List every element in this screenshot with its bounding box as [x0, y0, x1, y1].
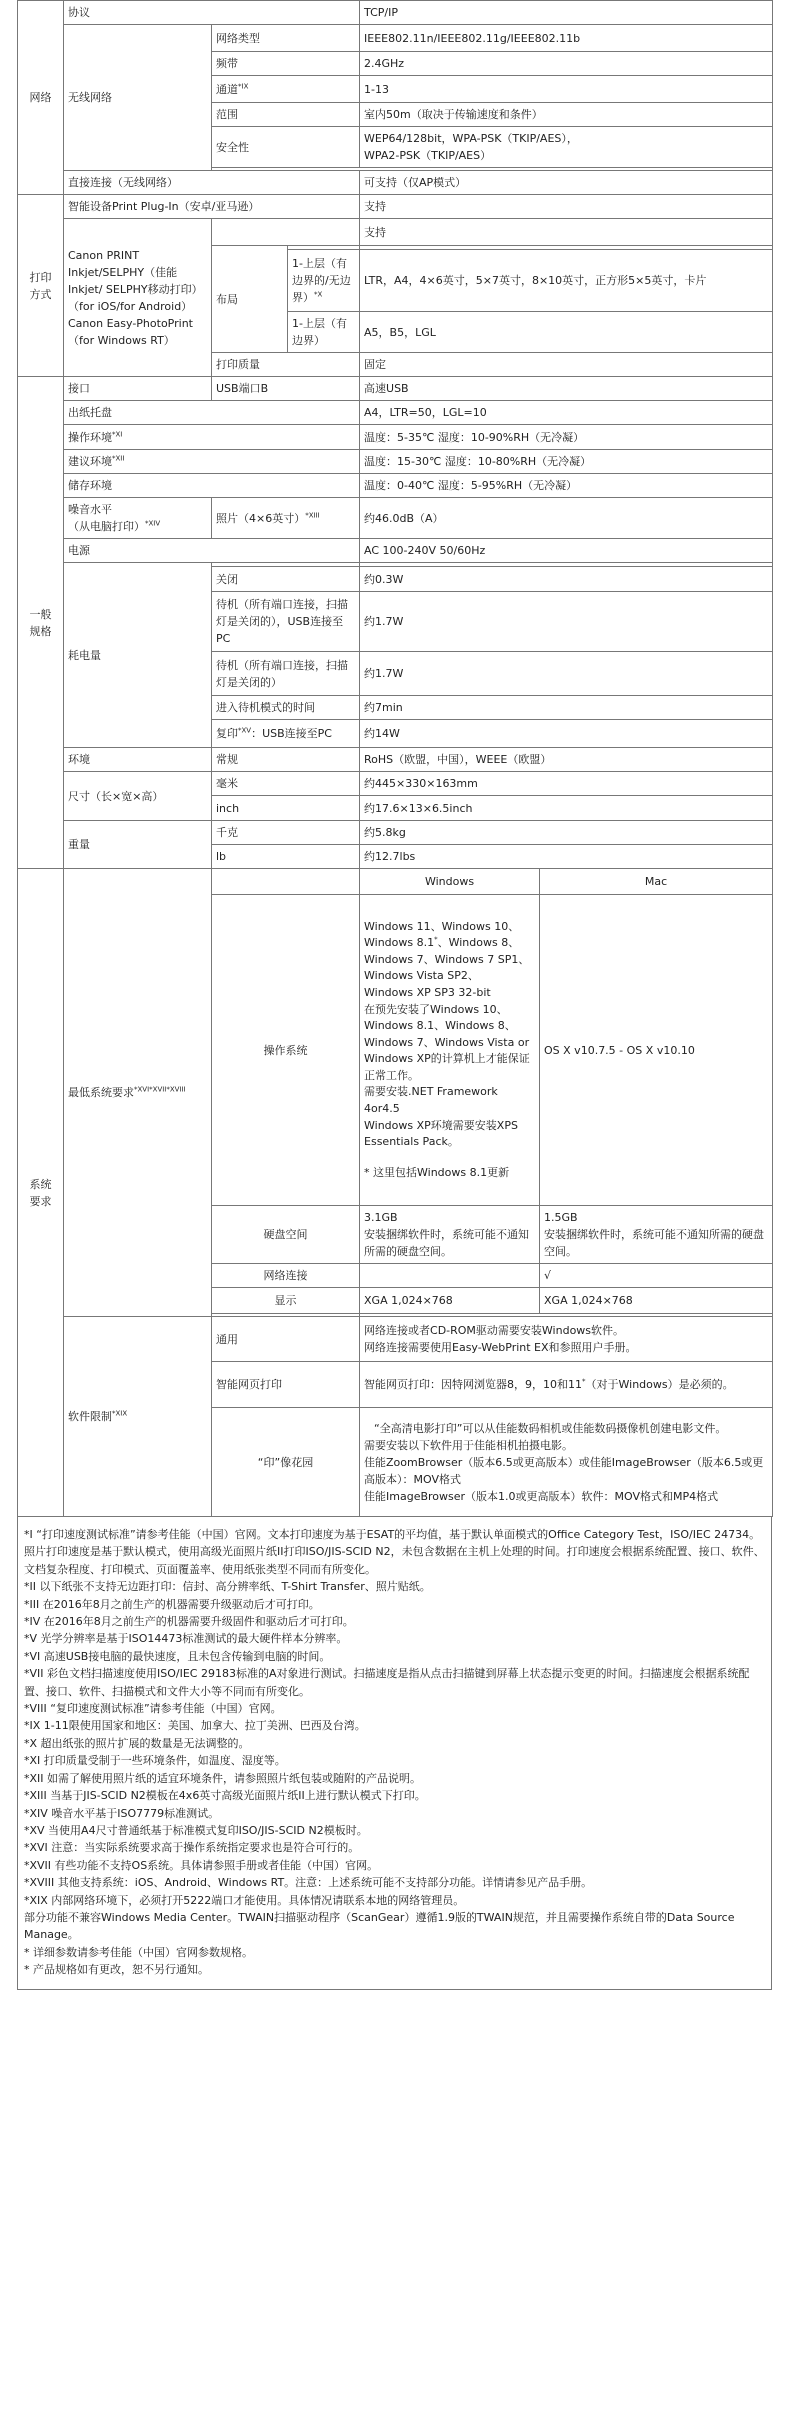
row-value: “全高清电影打印”可以从佳能数码相机或佳能数码摄像机创建电影文件。 需要安装以下软件用于佳能相机拍摄电影。 佳能ZoomBrowser（版本6.5或更高版本）或佳能ImageBrowser（版本6.5或更高版本）：MOV格式 佳能ImageBrowser（版本1.0或更高版本）软件：MOV格式和MP4格式: [360, 1408, 773, 1517]
sub-label: 布局: [212, 246, 288, 353]
table-row: [18, 821, 773, 845]
sub-label: 关闭: [212, 567, 360, 592]
footnote: *XI 打印质量受制于一些环境条件，如温度、湿度等。: [24, 1754, 286, 1768]
table-row: [18, 539, 773, 563]
row-label: 重量: [64, 821, 212, 869]
footnote: *IX 1-11限使用国家和地区：美国、加拿大、拉丁美洲、巴西及台湾。: [24, 1719, 366, 1733]
table-row: [18, 219, 773, 246]
sub-label: 通道$^{*IX}$: [212, 76, 360, 103]
footnote: *VI 高速USB接电脑的最快速度，且未包含传输到电脑的时间。: [24, 1649, 331, 1663]
row-label: 接口: [64, 377, 212, 401]
row-value: 1-13: [360, 76, 773, 103]
table-row: [18, 401, 773, 425]
sub-label: 频带: [212, 52, 360, 76]
table-row: [18, 498, 773, 539]
col-mac: Mac: [540, 869, 773, 895]
row-value: 温度：5-35℃ 湿度：10-90%RH（无冷凝）: [360, 425, 773, 450]
row-value: 2.4GHz: [360, 52, 773, 76]
footnote: *XV 当使用A4尺寸普通纸基于标准模式复印ISO/JIS-SCID N2模板时。: [24, 1823, 368, 1837]
row-label: 无线网络: [64, 25, 212, 171]
section-print: 打印 方式: [18, 195, 64, 377]
row-label: Canon PRINT Inkjet/SELPHY（佳能Inkjet/ SELPHY移动打印）（for iOS/for Android）Canon Easy-PhotoPrint（for Windows RT）: [64, 219, 212, 377]
row-value: 支持: [360, 219, 773, 246]
row-value: IEEE802.11n/IEEE802.11g/IEEE802.11b: [360, 25, 773, 52]
sub-label: 常规: [212, 748, 360, 772]
sub-label: inch: [212, 796, 360, 821]
sub-label: 毫米: [212, 772, 360, 796]
row-value: 约1.7W: [360, 652, 773, 696]
display-windows: XGA 1,024×768: [360, 1288, 540, 1314]
table-row: [18, 195, 773, 219]
sub-label: 打印质量: [212, 353, 360, 377]
sub-label: 1-上层（有边界的/无边界）$^{*X}$: [288, 250, 360, 312]
sub-label: 照片（4×6英寸）$^{*XIII}$: [212, 498, 360, 539]
row-value: 约14W: [360, 720, 773, 748]
row-value: 约0.3W: [360, 567, 773, 592]
row-value: WEP64/128bit，WPA-PSK（TKIP/AES）， WPA2-PSK（TKIP/AES）: [360, 127, 773, 168]
table-row: [18, 25, 773, 52]
row-value: LTR，A4，4×6英寸，5×7英寸，8×10英寸，正方形5×5英寸，卡片: [360, 250, 773, 312]
sub-label: 操作系统: [212, 895, 360, 1206]
table-row: [18, 772, 773, 796]
footnote: *V 光学分辨率是基于ISO14473标准测试的最大硬件样本分辨率。: [24, 1632, 348, 1646]
row-label: 智能设备Print Plug-In（安卓/亚马逊）: [64, 195, 360, 219]
footnote: *XIII 当基于JIS-SCID N2模板在4x6英寸高级光面照片纸II上进行默认模式下打印。: [24, 1789, 426, 1803]
row-value: RoHS（欧盟，中国），WEEE（欧盟）: [360, 748, 773, 772]
spec-sheet: [17, 0, 772, 2392]
row-label: 软件限制$^{*XIX}$: [64, 1317, 212, 1517]
footnote: *III 在2016年8月之前生产的机器需要升级驱动后才可打印。: [24, 1597, 320, 1611]
table-row: [18, 1, 773, 25]
footnote: * 详细参数请参考佳能（中国）官网参数规格。: [24, 1945, 253, 1959]
row-value: 固定: [360, 353, 773, 377]
table-row: [18, 748, 773, 772]
row-value: 约46.0dB（A）: [360, 498, 773, 539]
row-value: 高速USB: [360, 377, 773, 401]
sub-label: 安全性: [212, 127, 360, 168]
row-value: A4，LTR=50，LGL=10: [360, 401, 773, 425]
footnote: *XVI 注意：当实际系统要求高于操作系统指定要求也是符合可行的。: [24, 1841, 360, 1855]
row-label: 最低系统要求$^{*XVI*XVII*XVIII}$: [64, 869, 212, 1317]
footnote: *VII 彩色文档扫描速度使用ISO/IEC 29183标准的A对象进行测试。扫描速度是指从点击扫描键到屏幕上状态提示变更的时间。扫描速度会根据系统配置、接口、软件、扫描模式和文件大小等不同而有所变化。: [24, 1667, 750, 1698]
display-mac: XGA 1,024×768: [540, 1288, 773, 1314]
footnote: *IV 在2016年8月之前生产的机器需要升级固件和驱动后才可打印。: [24, 1615, 354, 1629]
sub-label: 网络连接: [212, 1264, 360, 1288]
sub-label: 复印$^{*XV}$：USB连接至PC: [212, 720, 360, 748]
table-row: [18, 171, 773, 195]
footnote: *VIII “复印速度测试标准”请参考佳能（中国）官网。: [24, 1702, 282, 1716]
net-windows: [360, 1264, 540, 1288]
net-mac: √: [540, 1264, 773, 1288]
sub-label: 网络类型: [212, 25, 360, 52]
row-label: 建议环境$^{*XII}$: [64, 450, 360, 474]
sub-label: 通用: [212, 1317, 360, 1362]
row-value: 约7min: [360, 696, 773, 720]
table-row: [18, 425, 773, 450]
footnote: *II 以下纸张不支持无边距打印：信封、高分辨率纸、T-Shirt Transfer、照片贴纸。: [24, 1580, 431, 1594]
row-label: 噪音水平 （从电脑打印）$^{*XIV}$: [64, 498, 212, 539]
sub-label: 进入待机模式的时间: [212, 696, 360, 720]
row-value: 约12.7lbs: [360, 845, 773, 869]
table-row: [18, 377, 773, 401]
sub-label: 显示: [212, 1288, 360, 1314]
row-value: 温度：15-30℃ 湿度：10-80%RH（无冷凝）: [360, 450, 773, 474]
row-value: 约17.6×13×6.5inch: [360, 796, 773, 821]
row-value: 温度：0-40℃ 湿度：5-95%RH（无冷凝）: [360, 474, 773, 498]
os-windows: Windows 11、Windows 10、 Windows 8.1*、Windows 8、 Windows 7、Windows 7 SP1、 Windows Vista SP2、 Windows XP SP3 32-bit 在预先安装了Windows 10、 Windows 8.1、Windows 8、 Windows 7、Windows Vista or Windows XP的计算机上才能保证 正常工作。 需要安装.NET Framework 4or4.5 Windows XP环境需要安装XPS Essentials Pack。 * 这里包括Windows 8.1更新: [360, 895, 540, 1206]
sub-label: 千克: [212, 821, 360, 845]
disk-windows: 3.1GB 安装捆绑软件时，系统可能不通知所需的硬盘空间。: [360, 1206, 540, 1264]
row-label: 直接连接（无线网络）: [64, 171, 360, 195]
section-general: 一般 规格: [18, 377, 64, 869]
sub-label: 待机（所有端口连接，扫描灯是关闭的），USB连接至PC: [212, 592, 360, 652]
footnote: *XII 如需了解使用照片纸的适宜环境条件，请参照照片纸包装或随附的产品说明。: [24, 1771, 422, 1785]
row-label: 尺寸（长×宽×高）: [64, 772, 212, 821]
row-value: AC 100-240V 50/60Hz: [360, 539, 773, 563]
footnotes: [17, 1517, 772, 1990]
footnote: *X 超出纸张的照片扩展的数量是无法调整的。: [24, 1736, 250, 1750]
footnote: *I “打印速度测试标准”请参考佳能（中国）官网。文本打印速度为基于ESAT的平均值，基于默认单面模式的Office Category Test，ISO/IEC 24734。照片打印速度是基于默认模式，使用高级光面照片纸II打印ISO/JIS-SCID N2，未包含数据在主机上处理的时间。打印速度会根据系统配置、接口、软件、文档复杂程度、打印模式、页面覆盖率、使用纸张类型不同而有所变化。: [24, 1528, 765, 1576]
disk-mac: 1.5GB 安装捆绑软件时，系统可能不通知所需的硬盘空间。: [540, 1206, 773, 1264]
row-value: TCP/IP: [360, 1, 773, 25]
sub-label: 待机（所有端口连接，扫描灯是关闭的）: [212, 652, 360, 696]
section-network: 网络: [18, 1, 64, 195]
row-value: 约445×330×163mm: [360, 772, 773, 796]
os-mac: OS X v10.7.5 - OS X v10.10: [540, 895, 773, 1206]
row-value: 网络连接或者CD-ROM驱动需要安装Windows软件。 网络连接需要使用Easy-WebPrint EX和参照用户手册。: [360, 1317, 773, 1362]
row-label: 操作环境$^{*XI}$: [64, 425, 360, 450]
section-system: 系统 要求: [18, 869, 64, 1517]
footnote: *XIX 内部网络环境下，必须打开5222端口才能使用。具体情况请联系本地的网络管理员。: [24, 1893, 465, 1907]
row-label: 储存环境: [64, 474, 360, 498]
row-value: 可支持（仅AP模式）: [360, 171, 773, 195]
footnote: *XVIII 其他支持系统：iOS、Android、Windows RT。注意：上述系统可能不支持部分功能。详情请参见产品手册。: [24, 1876, 593, 1890]
table-row: [18, 450, 773, 474]
table-row: [18, 869, 773, 895]
row-label: 协议: [64, 1, 360, 25]
col-windows: Windows: [360, 869, 540, 895]
sub-label: lb: [212, 845, 360, 869]
sub-label: 硬盘空间: [212, 1206, 360, 1264]
table-row: [18, 1317, 773, 1362]
row-value: A5，B5，LGL: [360, 312, 773, 353]
footnote: *XIV 噪音水平基于ISO7779标准测试。: [24, 1806, 220, 1820]
row-value: 室内50m（取决于传输速度和条件）: [360, 103, 773, 127]
spec-table: [17, 0, 773, 1517]
row-label: 电源: [64, 539, 360, 563]
sub-label: 1-上层（有边界）: [288, 312, 360, 353]
row-value: 智能网页打印：因特网浏览器8，9，10和11*（对于Windows）是必须的。: [360, 1362, 773, 1408]
table-row: [18, 474, 773, 498]
sub-label: “印”像花园: [212, 1408, 360, 1517]
row-value: 约1.7W: [360, 592, 773, 652]
row-label: 出纸托盘: [64, 401, 360, 425]
row-value: 约5.8kg: [360, 821, 773, 845]
sub-label: 范围: [212, 103, 360, 127]
row-value: 支持: [360, 195, 773, 219]
row-label: 耗电量: [64, 563, 212, 748]
sub-label: 智能网页打印: [212, 1362, 360, 1408]
footnote: 部分功能不兼容Windows Media Center。TWAIN扫描驱动程序（ScanGear）遵循1.9版的TWAIN规范，并且需要操作系统自带的Data Source Manage。: [24, 1910, 735, 1942]
sub-label: USB端口B: [212, 377, 360, 401]
footnote: * 产品规格如有更改，恕不另行通知。: [24, 1963, 209, 1977]
footnote: *XVII 有些功能不支持OS系统。具体请参照手册或者佳能（中国）官网。: [24, 1858, 379, 1872]
row-label: 环境: [64, 748, 212, 772]
